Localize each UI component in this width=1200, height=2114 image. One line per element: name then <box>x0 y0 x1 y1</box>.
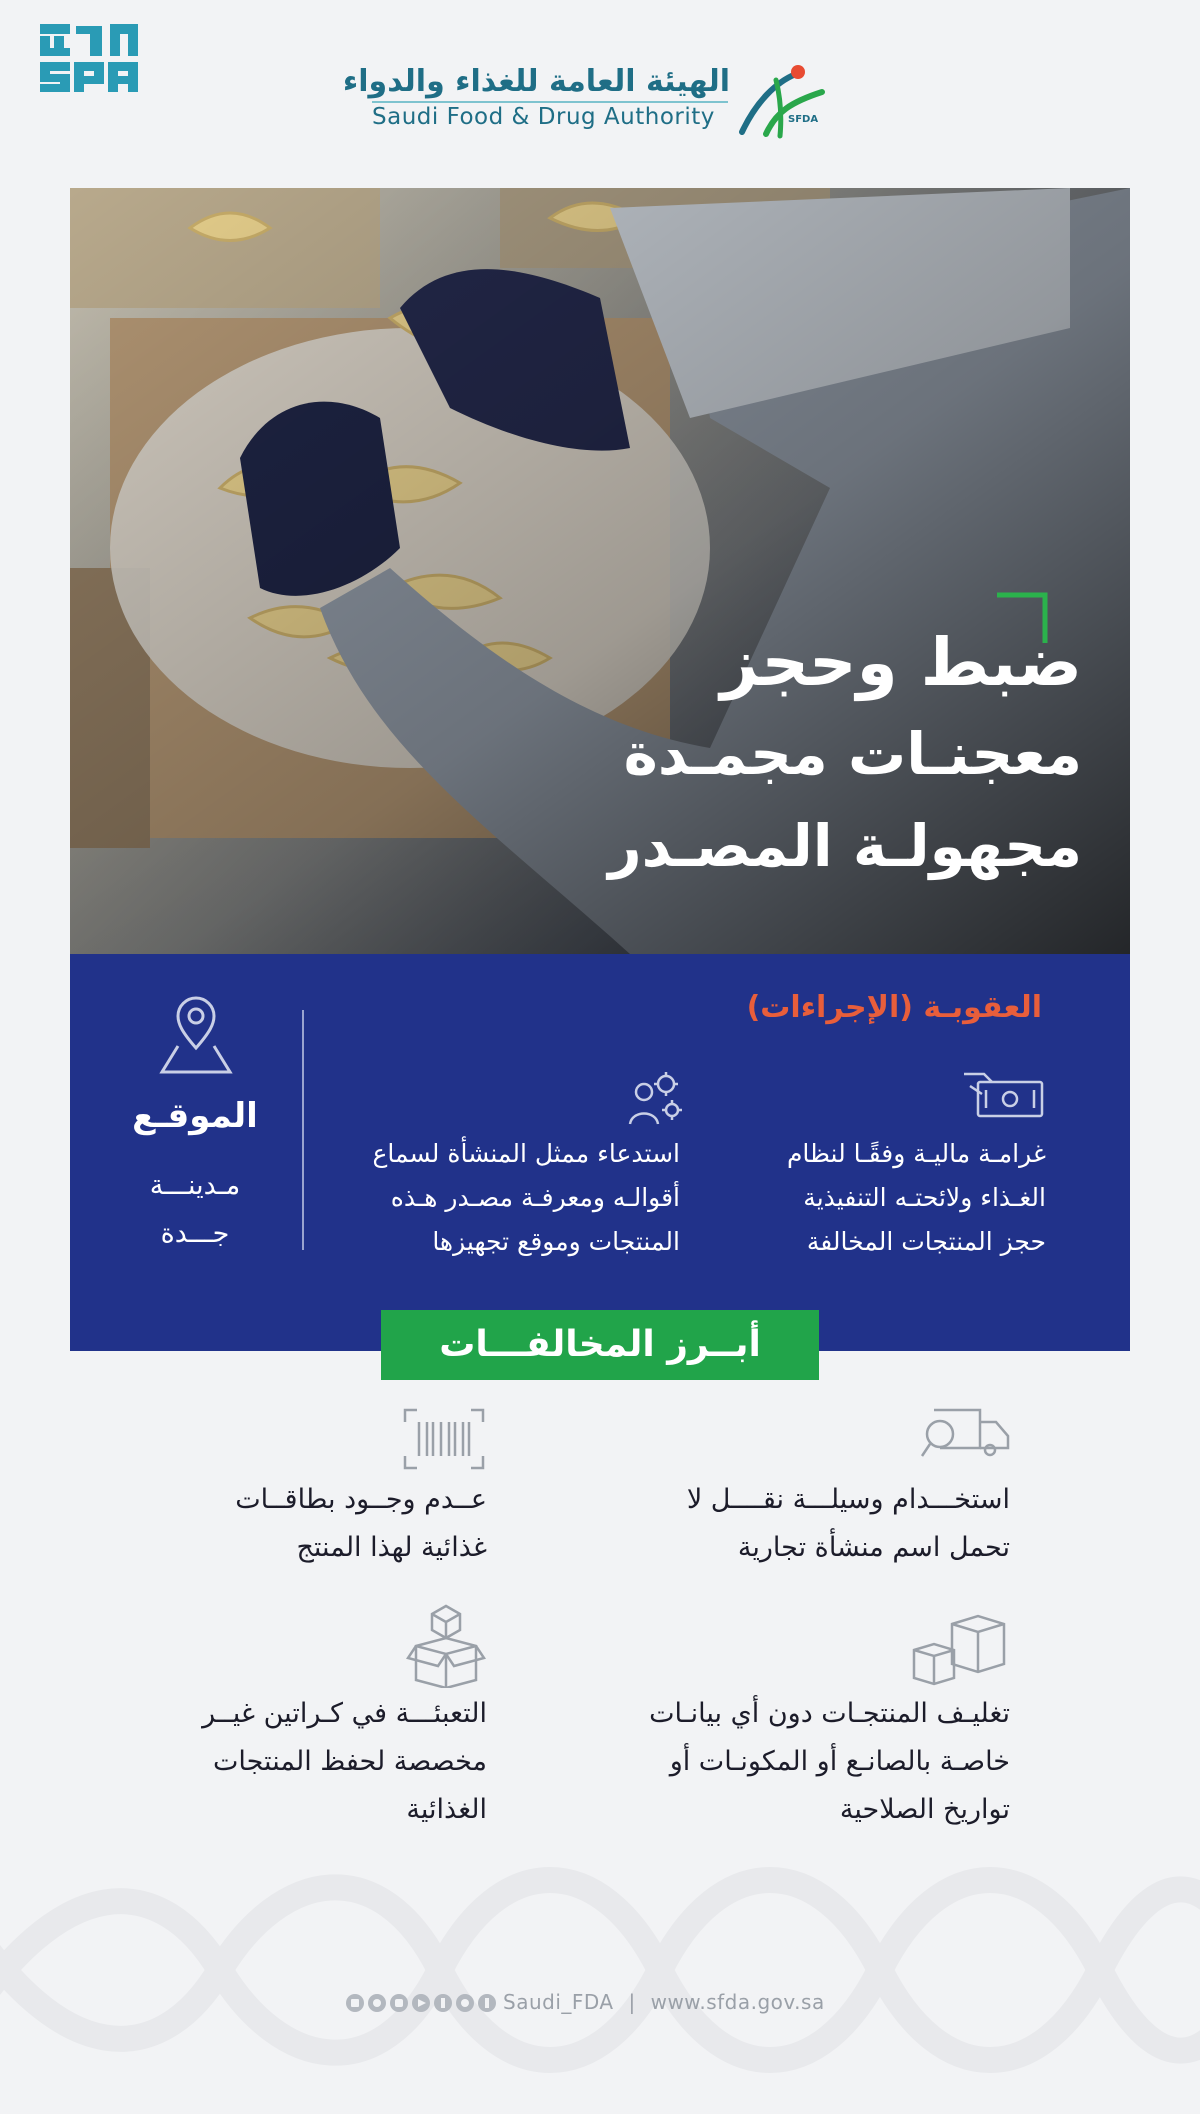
penalty-fine-line: حجز المنتجات المخالفة <box>806 1227 1046 1256</box>
hero-title-line-2: معجنـات مجمـدة <box>623 720 1082 788</box>
sfda-emblem-icon <box>736 62 828 142</box>
violations-title: أبــرز المخالفـــات <box>439 1324 761 1365</box>
truck-search-icon <box>920 1404 1012 1466</box>
product-boxes-icon <box>912 1614 1008 1686</box>
violation-item <box>687 1476 1010 1572</box>
social-handle[interactable]: Saudi_FDA <box>503 1990 614 2014</box>
authority-name-arabic: الهيئة العامة للغذاء والدواء <box>342 64 730 99</box>
penalty-summon-text <box>373 1132 681 1264</box>
violation-line: تغليـف المنتجـات دون أي بيانـات <box>649 1698 1010 1729</box>
violation-line: الغذائية <box>406 1794 487 1825</box>
penalty-fine-line: الغـذاء ولائحتـه التنفيذية <box>803 1183 1046 1212</box>
violation-line: عــدم وجــود بطاقــات <box>235 1484 487 1515</box>
violation-line: التعبئـــة في كـراتين غيــر <box>202 1698 487 1729</box>
emblem-label: SFDA <box>788 114 819 125</box>
violation-line: تحمل اسم منشأة تجارية <box>737 1532 1010 1563</box>
penalty-summon-line: المنتجات وموقع تجهيزها <box>432 1227 680 1256</box>
panel-divider <box>302 1010 304 1250</box>
location-city-line: مـدينـــة <box>149 1170 241 1201</box>
barcode-icon <box>403 1408 485 1470</box>
violation-line: غذائية لهذا المنتج <box>296 1532 487 1563</box>
location-city-line: جـــدة <box>160 1218 230 1249</box>
violation-line: خاصـة بالصانـع أو المكونـات أو <box>669 1746 1010 1777</box>
open-box-icon <box>406 1602 486 1688</box>
decorative-pattern <box>0 1830 1200 2114</box>
location-city <box>120 1162 270 1258</box>
hero-title <box>608 618 1082 892</box>
hero-title-line-1: ضبط وحجز <box>720 624 1082 701</box>
violation-item <box>649 1690 1010 1834</box>
violation-item <box>202 1690 487 1834</box>
money-fine-icon <box>962 1068 1046 1122</box>
penalty-fine-line: غرامـة ماليـة وفقًـا لنظام <box>786 1139 1046 1168</box>
violation-line: تواريخ الصلاحية <box>839 1794 1010 1825</box>
footer-text <box>503 1990 825 2014</box>
header-divider <box>372 101 728 103</box>
spa-logo-icon <box>38 22 142 94</box>
penalty-fine-text <box>787 1132 1046 1264</box>
violation-line: استخـــدام وسيلـــة نقــــل لا <box>686 1484 1010 1515</box>
violation-line: مخصصة لحفظ المنتجات <box>212 1746 487 1777</box>
hero-title-line-3: مجهولـة المصـدر <box>608 812 1082 880</box>
authority-name-english: Saudi Food & Drug Authority <box>372 104 715 130</box>
violation-item <box>235 1476 487 1572</box>
website-link[interactable]: www.sfda.gov.sa <box>650 1990 825 2014</box>
location-label: الموقـع <box>132 1096 258 1136</box>
penalty-heading: العقوبـة (الإجراءات) <box>746 990 1042 1025</box>
social-icons <box>344 1992 496 2014</box>
location-pin-icon <box>158 994 234 1076</box>
person-gears-icon <box>622 1068 686 1130</box>
footer-separator: | <box>628 1990 636 2014</box>
penalty-summon-line: أقوالـه ومعرفـة مصـدر هـذه <box>390 1183 680 1212</box>
penalty-summon-line: استدعاء ممثل المنشأة لسماع <box>372 1139 680 1168</box>
